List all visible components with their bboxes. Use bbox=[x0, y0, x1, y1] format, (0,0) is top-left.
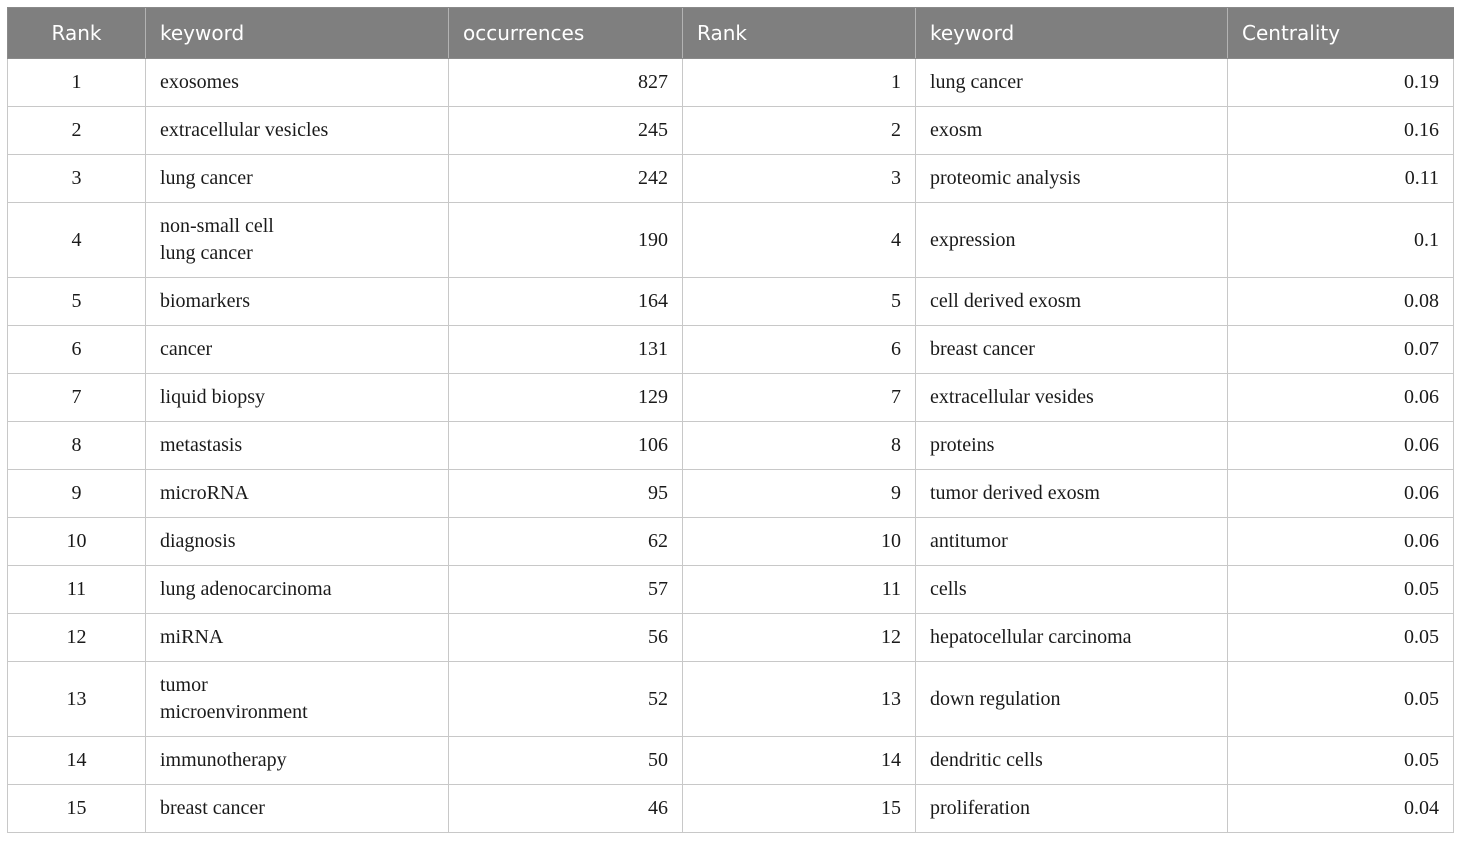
keyword-left-cell: lung cancer bbox=[146, 155, 449, 203]
rank-right-cell: 9 bbox=[683, 470, 916, 518]
keyword-left-cell: miRNA bbox=[146, 614, 449, 662]
header-rank-right: Rank bbox=[683, 8, 916, 59]
rank-left-cell: 1 bbox=[8, 59, 146, 107]
keyword-right-cell: extracellular vesides bbox=[916, 374, 1228, 422]
keyword-right-cell: breast cancer bbox=[916, 326, 1228, 374]
header-rank-left: Rank bbox=[8, 8, 146, 59]
table-row bbox=[8, 470, 1454, 518]
header-occurrences: occurrences bbox=[449, 8, 683, 59]
header-keyword-right: keyword bbox=[916, 8, 1228, 59]
keyword-right-cell: lung cancer bbox=[916, 59, 1228, 107]
rank-right-cell: 14 bbox=[683, 737, 916, 785]
table-row bbox=[8, 737, 1454, 785]
keyword-right-cell: proteomic analysis bbox=[916, 155, 1228, 203]
table-row bbox=[8, 785, 1454, 833]
centrality-cell: 0.04 bbox=[1228, 785, 1454, 833]
table-body bbox=[8, 59, 1454, 833]
centrality-cell: 0.05 bbox=[1228, 737, 1454, 785]
occurrences-cell: 245 bbox=[449, 107, 683, 155]
table-row bbox=[8, 614, 1454, 662]
table-row bbox=[8, 326, 1454, 374]
rank-right-cell: 8 bbox=[683, 422, 916, 470]
keyword-left-cell: metastasis bbox=[146, 422, 449, 470]
keyword-left-cell: immunotherapy bbox=[146, 737, 449, 785]
rank-right-cell: 11 bbox=[683, 566, 916, 614]
table-row bbox=[8, 59, 1454, 107]
rank-left-cell: 3 bbox=[8, 155, 146, 203]
centrality-cell: 0.08 bbox=[1228, 278, 1454, 326]
header-centrality: Centrality bbox=[1228, 8, 1454, 59]
keyword-right-cell: hepatocellular carcinoma bbox=[916, 614, 1228, 662]
keyword-right-cell: exosm bbox=[916, 107, 1228, 155]
rank-left-cell: 9 bbox=[8, 470, 146, 518]
centrality-cell: 0.06 bbox=[1228, 374, 1454, 422]
keyword-left-cell: non-small cell lung cancer bbox=[146, 203, 449, 278]
centrality-cell: 0.11 bbox=[1228, 155, 1454, 203]
rank-right-cell: 15 bbox=[683, 785, 916, 833]
occurrences-cell: 56 bbox=[449, 614, 683, 662]
occurrences-cell: 52 bbox=[449, 662, 683, 737]
rank-left-cell: 11 bbox=[8, 566, 146, 614]
keyword-left-cell: lung adenocarcinoma bbox=[146, 566, 449, 614]
occurrences-cell: 190 bbox=[449, 203, 683, 278]
occurrences-cell: 57 bbox=[449, 566, 683, 614]
rank-right-cell: 4 bbox=[683, 203, 916, 278]
rank-left-cell: 5 bbox=[8, 278, 146, 326]
occurrences-cell: 131 bbox=[449, 326, 683, 374]
rank-right-cell: 3 bbox=[683, 155, 916, 203]
centrality-cell: 0.06 bbox=[1228, 422, 1454, 470]
centrality-cell: 0.05 bbox=[1228, 662, 1454, 737]
table-row bbox=[8, 422, 1454, 470]
occurrences-cell: 46 bbox=[449, 785, 683, 833]
rank-left-cell: 13 bbox=[8, 662, 146, 737]
rank-left-cell: 4 bbox=[8, 203, 146, 278]
keyword-right-cell: proteins bbox=[916, 422, 1228, 470]
occurrences-cell: 106 bbox=[449, 422, 683, 470]
centrality-cell: 0.06 bbox=[1228, 518, 1454, 566]
rank-left-cell: 12 bbox=[8, 614, 146, 662]
keyword-right-cell: dendritic cells bbox=[916, 737, 1228, 785]
table-row bbox=[8, 107, 1454, 155]
keyword-right-cell: tumor derived exosm bbox=[916, 470, 1228, 518]
rank-right-cell: 10 bbox=[683, 518, 916, 566]
occurrences-cell: 827 bbox=[449, 59, 683, 107]
rank-right-cell: 13 bbox=[683, 662, 916, 737]
keyword-left-cell: extracellular vesicles bbox=[146, 107, 449, 155]
rank-right-cell: 7 bbox=[683, 374, 916, 422]
rank-right-cell: 1 bbox=[683, 59, 916, 107]
keyword-left-cell: cancer bbox=[146, 326, 449, 374]
centrality-cell: 0.16 bbox=[1228, 107, 1454, 155]
centrality-cell: 0.07 bbox=[1228, 326, 1454, 374]
table-row bbox=[8, 518, 1454, 566]
rank-right-cell: 6 bbox=[683, 326, 916, 374]
keyword-right-cell: proliferation bbox=[916, 785, 1228, 833]
header-keyword-left: keyword bbox=[146, 8, 449, 59]
centrality-cell: 0.1 bbox=[1228, 203, 1454, 278]
table-row bbox=[8, 566, 1454, 614]
keyword-left-cell: microRNA bbox=[146, 470, 449, 518]
occurrences-cell: 164 bbox=[449, 278, 683, 326]
keyword-right-cell: cell derived exosm bbox=[916, 278, 1228, 326]
rank-right-cell: 2 bbox=[683, 107, 916, 155]
keyword-table bbox=[7, 7, 1454, 833]
keyword-right-cell: cells bbox=[916, 566, 1228, 614]
occurrences-cell: 50 bbox=[449, 737, 683, 785]
rank-left-cell: 15 bbox=[8, 785, 146, 833]
keyword-left-cell: biomarkers bbox=[146, 278, 449, 326]
table-row bbox=[8, 662, 1454, 737]
occurrences-cell: 129 bbox=[449, 374, 683, 422]
keyword-left-cell: tumor microenvironment bbox=[146, 662, 449, 737]
rank-left-cell: 6 bbox=[8, 326, 146, 374]
occurrences-cell: 62 bbox=[449, 518, 683, 566]
table-row bbox=[8, 278, 1454, 326]
occurrences-cell: 95 bbox=[449, 470, 683, 518]
rank-left-cell: 10 bbox=[8, 518, 146, 566]
table-row bbox=[8, 374, 1454, 422]
keyword-left-cell: exosomes bbox=[146, 59, 449, 107]
table-row bbox=[8, 203, 1454, 278]
rank-left-cell: 14 bbox=[8, 737, 146, 785]
centrality-cell: 0.05 bbox=[1228, 566, 1454, 614]
keyword-right-cell: down regulation bbox=[916, 662, 1228, 737]
centrality-cell: 0.19 bbox=[1228, 59, 1454, 107]
keyword-left-cell: breast cancer bbox=[146, 785, 449, 833]
table-row bbox=[8, 155, 1454, 203]
keyword-right-cell: expression bbox=[916, 203, 1228, 278]
rank-right-cell: 12 bbox=[683, 614, 916, 662]
table-header-row bbox=[8, 8, 1454, 59]
centrality-cell: 0.05 bbox=[1228, 614, 1454, 662]
rank-left-cell: 2 bbox=[8, 107, 146, 155]
rank-left-cell: 8 bbox=[8, 422, 146, 470]
keyword-right-cell: antitumor bbox=[916, 518, 1228, 566]
centrality-cell: 0.06 bbox=[1228, 470, 1454, 518]
keyword-left-cell: diagnosis bbox=[146, 518, 449, 566]
rank-right-cell: 5 bbox=[683, 278, 916, 326]
rank-left-cell: 7 bbox=[8, 374, 146, 422]
keyword-left-cell: liquid biopsy bbox=[146, 374, 449, 422]
occurrences-cell: 242 bbox=[449, 155, 683, 203]
